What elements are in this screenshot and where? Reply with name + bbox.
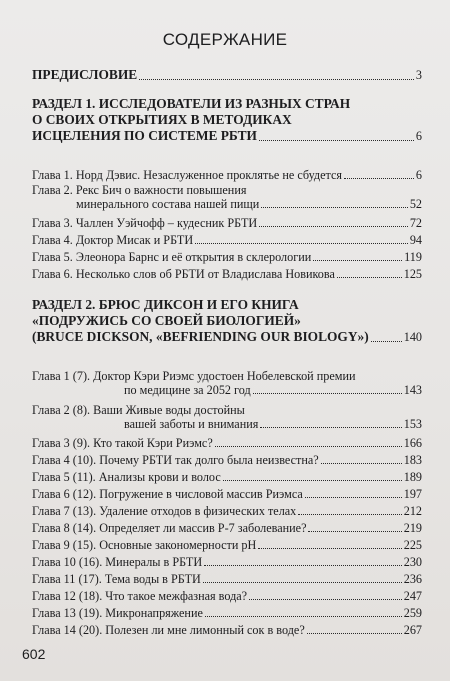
section-2-line: (BRUCE DICKSON, «BEFRIENDING OUR BIOLOGY») [32, 329, 369, 344]
section-2-line: «ПОДРУЖИСЬ СО СВОЕЙ БИОЛОГИЕЙ» [32, 313, 301, 328]
toc-section-1[interactable] [32, 96, 422, 144]
section-2-page: 140 [403, 330, 422, 344]
toc-entry[interactable]: Глава 7 (13). Удаление отходов в физических телах 212 [32, 504, 422, 518]
toc-entry[interactable]: Глава 5. Элеонора Барнс и её открытия в склерологии 119 [32, 250, 422, 264]
toc-entry[interactable]: Глава 3 (9). Кто такой Кэри Риэмс? 166 [32, 436, 422, 450]
dot-leader [321, 463, 402, 464]
section-2-line: РАЗДЕЛ 2. БРЮС ДИКСОН И ЕГО КНИГА [32, 297, 299, 312]
toc-entry[interactable]: Глава 5 (11). Анализы крови и волос 189 [32, 470, 422, 484]
dot-leader [344, 178, 414, 179]
dot-leader [371, 341, 402, 342]
toc-entry[interactable]: Глава 10 (16). Минералы в РБТИ 230 [32, 555, 422, 569]
dot-leader [259, 140, 414, 141]
dot-leader [260, 427, 401, 428]
section-1-line: ИСЦЕЛЕНИЯ ПО СИСТЕМЕ РБТИ [32, 128, 257, 143]
toc-entry[interactable]: Глава 1. Норд Дэвис. Незаслуженное проклятье не сбудется 6 [32, 168, 422, 182]
toc-entry[interactable]: Глава 4 (10). Почему РБТИ так долго была неизвестна? 183 [32, 453, 422, 467]
toc-entry[interactable]: Глава 6 (12). Погружение в числовой массив Риэмса 197 [32, 487, 422, 501]
toc-entry[interactable]: Глава 4. Доктор Мисак и РБТИ 94 [32, 233, 422, 247]
section-1-page: 6 [415, 129, 422, 143]
toc-entry[interactable]: Глава 1 (7). Доктор Кэри Риэмс удостоен Нобелевской премии по медицине за 2052 год 143 [32, 369, 422, 397]
dot-leader [308, 531, 401, 532]
dot-leader [203, 582, 402, 583]
toc-entry[interactable]: Глава 13 (19). Микронапряжение 259 [32, 606, 422, 620]
preface-label: ПРЕДИСЛОВИЕ [32, 67, 138, 82]
dot-leader [307, 633, 402, 634]
section-1-line: РАЗДЕЛ 1. ИССЛЕДОВАТЕЛИ ИЗ РАЗНЫХ СТРАН [32, 96, 351, 111]
section-1-line: О СВОИХ ОТКРЫТИЯХ В МЕТОДИКАХ [32, 112, 292, 127]
dot-leader [258, 548, 401, 549]
toc-entry[interactable]: Глава 8 (14). Определяет ли массив Р-7 заболевание? 219 [32, 521, 422, 535]
page-number: 602 [22, 646, 46, 662]
toc-entry[interactable]: Глава 12 (18). Что такое межфазная вода? 247 [32, 589, 422, 603]
dot-leader [205, 616, 402, 617]
dot-leader [313, 260, 402, 261]
dot-leader [249, 599, 402, 600]
dot-leader [253, 393, 402, 394]
dot-leader [215, 446, 402, 447]
toc-entry[interactable]: Глава 3. Чаллен Уэйчофф – кудесник РБТИ 72 [32, 216, 422, 230]
toc-entry[interactable]: Глава 11 (17). Тема воды в РБТИ 236 [32, 572, 422, 586]
dot-leader [139, 79, 414, 80]
toc-entry[interactable]: Глава 6. Несколько слов об РБТИ от Владислава Новикова 125 [32, 267, 422, 281]
dot-leader [195, 243, 408, 244]
dot-leader [204, 565, 402, 566]
toc-entry[interactable]: Глава 2. Рекс Бич о важности повышения минерального состава нашей пищи 52 [32, 183, 422, 211]
dot-leader [305, 497, 402, 498]
toc-preface[interactable] [32, 67, 422, 83]
dot-leader [261, 207, 408, 208]
dot-leader [223, 480, 402, 481]
toc-entry[interactable]: Глава 9 (15). Основные закономерности pH 225 [32, 538, 422, 552]
toc-section-2[interactable] [32, 297, 422, 345]
preface-page: 3 [415, 68, 422, 82]
page-title: СОДЕРЖАНИЕ [162, 30, 288, 49]
toc-entry[interactable]: Глава 14 (20). Полезен ли мне лимонный сок в воде? 267 [32, 623, 422, 637]
dot-leader [259, 226, 408, 227]
dot-leader [337, 277, 402, 278]
toc-entry[interactable]: Глава 2 (8). Ваши Живые воды достойны вашей заботы и внимания 153 [32, 403, 422, 431]
dot-leader [298, 514, 401, 515]
